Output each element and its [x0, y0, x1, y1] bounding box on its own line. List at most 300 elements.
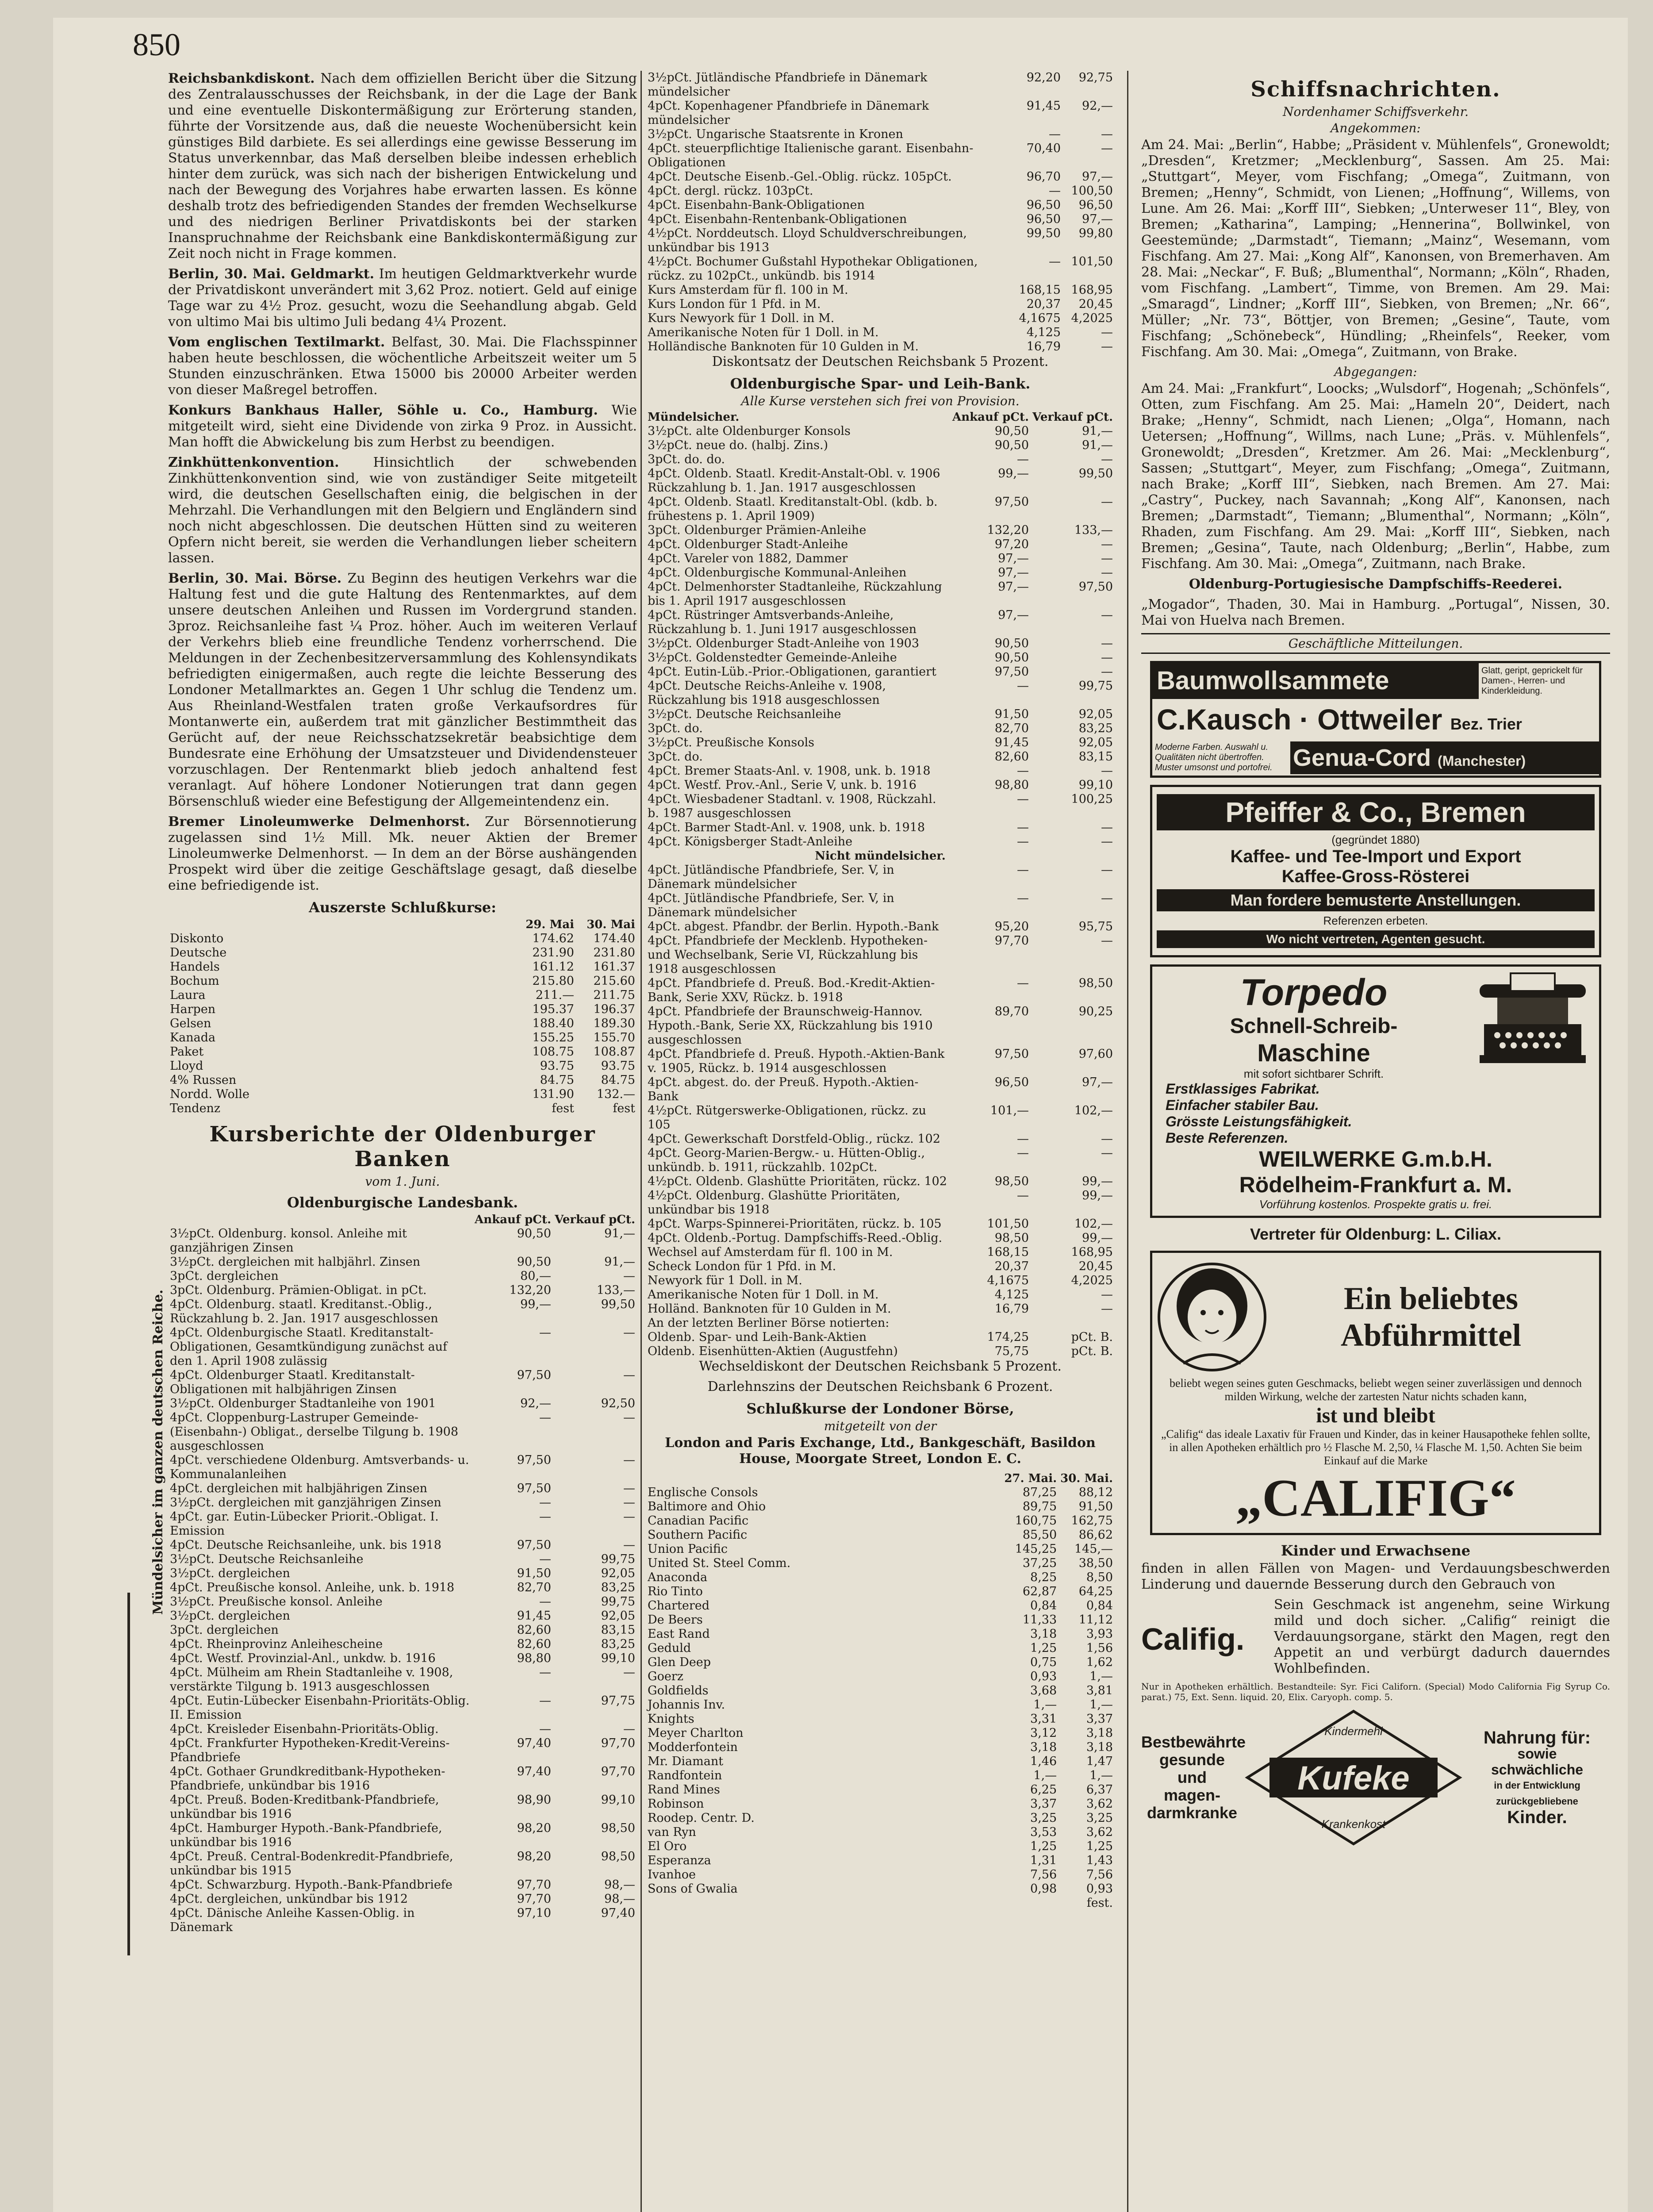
row-value: 97,50 — [517, 1453, 552, 1467]
ad-pfeiffer-line5: Wo nicht vertreten, Agenten gesucht. — [1157, 930, 1595, 948]
row-value: 99,— — [1082, 1175, 1113, 1188]
row-label — [646, 1896, 1002, 1910]
table-row — [168, 1087, 637, 1102]
section-head: Mündelsicher. — [648, 411, 740, 424]
paragraph-head: Zinkhüttenkonvention. — [168, 455, 339, 470]
row-value: 98,— — [604, 1878, 635, 1892]
table-row — [168, 1878, 637, 1892]
row-value: 20,45 — [1078, 1260, 1113, 1273]
row-label: 3½pCt. Deutsche Reichsanleihe — [170, 1552, 364, 1566]
abgegangen-text: Am 24. Mai: „Frankfurt“, Loocks; „Wulsdorf“, Hogenah; „Schönfels“, Otten, zum Fischfang. Am 25. Mai: „Hameln 20“, Deidert, nach Brake; „Henny“, Schmidt, nach Lienen; „Olga“, Homann, nach Uetersen; „Hoffnung“, Willms, nach Lune; „Präs. v. Mühlenfels“, Gronewoldt; „Dresden“, Kretzmer. Am 26. Mai: „Mecklenburg“, Sassen; „Stuttgart“, Meyer, zum Fischfang; „Omega“, Zuitmann, nach Brake; „Korff III“, Siebken, nach Bremen. Am 27. Mai: „Castry“, Puckey, nach Savannah; „Kong Alf“, Kanonsen, nach Bremen; „Darmstadt“, Tiemann; „Blumenthal“, Normann; „Köln“, Rhaden, zum Fischfang. Am 29. Mai: „Korff III“, Siebken, nach Bremen; „Gesina“, Taute, nach Oldenburg; „Berlin“, Habbe, zum Fischfang. Am 30. Mai: „Omega“, Zuitmann, nach Brake. — [1141, 381, 1610, 572]
row-value: 90,50 — [994, 438, 1029, 452]
row-label: Rand Mines — [648, 1783, 720, 1797]
table-row — [646, 1330, 1115, 1344]
row-value: — — [1101, 821, 1113, 834]
row-value: 4,1675 — [987, 1274, 1029, 1287]
row-value: 97,— — [998, 566, 1029, 580]
row-value: 132,20 — [509, 1283, 552, 1297]
table-row — [646, 1542, 1115, 1556]
kufeke-brand: Kufeke — [1297, 1759, 1410, 1797]
row-label: 4pCt. Preußische konsol. Anleihe, unk. b. 1918 — [170, 1581, 455, 1594]
row-value: 83,15 — [1078, 750, 1113, 764]
row-value: 3,12 — [1030, 1726, 1057, 1740]
table-row — [646, 255, 1115, 283]
row-value: 92,— — [1082, 99, 1113, 113]
califig-kinder-head: Kinder und Erwachsene — [1281, 1542, 1471, 1559]
table-row — [168, 1666, 637, 1694]
table-row — [646, 71, 1115, 99]
table-row — [168, 1031, 637, 1045]
table-row — [646, 1075, 1115, 1104]
row-value: 83,25 — [1078, 722, 1113, 735]
row-label: 4pCt. Jütländische Pfandbriefe, Ser. V, in Dänemark mündelsicher — [648, 891, 894, 919]
row-label: 3pCt. do. do. — [648, 453, 725, 466]
row-label: Mr. Diamant — [648, 1755, 724, 1768]
row-label: 4pCt. Eutin-Lüb.-Prior.-Obligationen, garantiert — [648, 665, 936, 679]
row-value: 6,25 — [1030, 1783, 1057, 1797]
column-rule — [640, 71, 642, 2212]
row-value: 20,37 — [994, 1260, 1029, 1273]
row-value: 1,25 — [1086, 1839, 1113, 1853]
column-rule — [1127, 71, 1128, 2212]
row-label: 4pCt. Oldenb. Staatl. Kredit-Anstalt-Obl. v. 1906 Rückzahlung b. 1. Jan. 1917 ausgeschlossen — [648, 467, 940, 495]
table-row — [646, 1274, 1115, 1288]
row-value: — — [539, 1496, 552, 1509]
table-row — [168, 1283, 637, 1298]
table-row — [646, 438, 1115, 453]
row-value: 3,18 — [1086, 1740, 1113, 1754]
ad-califig-mid: ist und bleibt — [1316, 1404, 1435, 1427]
row-label: 3½pCt. Preußische konsol. Anleihe — [170, 1595, 383, 1609]
row-value: — — [1017, 835, 1029, 849]
row-value: 91,— — [1082, 438, 1113, 452]
table-row — [646, 1556, 1115, 1571]
row-value: 97,10 — [517, 1906, 552, 1920]
table-row — [168, 1595, 637, 1609]
row-value: — — [1101, 1146, 1113, 1160]
row-label: 4pCt. Bremer Staats-Anl. v. 1908, unk. b. 1918 — [648, 764, 931, 778]
row-value: pCt. B. — [1071, 1344, 1113, 1358]
row-value: — — [1101, 566, 1113, 580]
row-value: — — [1017, 679, 1029, 693]
ad-torpedo-maker: WEILWERKE G.m.b.H. — [1259, 1147, 1492, 1171]
row-value: 83,15 — [601, 1623, 635, 1637]
row-value: 100,50 — [1071, 184, 1113, 198]
ad-pfeiffer-name: Pfeiffer & Co., Bremen — [1157, 794, 1595, 830]
table-row — [646, 1231, 1115, 1245]
ad-torpedo-points — [1157, 1081, 1595, 1146]
row-value: — — [623, 1510, 635, 1524]
table-row — [646, 1316, 1115, 1330]
row-value: 98,50 — [1078, 976, 1113, 990]
london-title: Schlußkurse der Londoner Börse, — [746, 1400, 1014, 1417]
row-value: — — [623, 1538, 635, 1552]
row-value: 99,10 — [1078, 778, 1113, 792]
row-value: — — [1049, 127, 1061, 141]
row-label: 4pCt. Rüstringer Amtsverbands-Anleihe, Rückzahlung b. 1. Juni 1917 ausgeschlossen — [648, 608, 917, 636]
table-row — [646, 1670, 1115, 1684]
row-value: 195.37 — [532, 1002, 574, 1016]
table-row — [168, 1411, 637, 1453]
row-label: Lloyd — [170, 1059, 203, 1073]
paragraph-text: Im heutigen Geldmarktverkehr wurde der Privatdiskont unverändert mit 3,62 Proz. notiert. Geld auf einige Tage war zu 4½ Proz. gesucht, wozu die Seehandlung abgab. Geld von ultimo Mai bis ultimo Juli bedang 4¼ Prozent. — [168, 266, 637, 330]
table-row — [168, 1368, 637, 1397]
row-value: 231.80 — [593, 946, 635, 960]
califig-foot: Nur in Apotheken erhältlich. Bestandteile: Syr. Fici Californ. (Special) Modo California Fig Syrup Co. parat.) 75, Ext. Senn. liquid. 20, Elix. Caryoph. comp. 5. — [1141, 1681, 1610, 1702]
row-value: 75,75 — [994, 1344, 1029, 1358]
geschaeft-head: Geschäftliche Mitteilungen. — [1141, 633, 1610, 654]
row-value: 133,— — [1074, 523, 1113, 537]
ad-torpedo-brand: Torpedo — [1240, 972, 1388, 1013]
row-value: 62,87 — [1022, 1585, 1057, 1598]
row-value: — — [1101, 651, 1113, 664]
table-row — [168, 1722, 637, 1736]
row-label: Kurs Newyork für 1 Doll. in M. — [648, 311, 835, 325]
table-row — [168, 1496, 637, 1510]
row-value: 99,50 — [1078, 467, 1113, 480]
row-value: 92,20 — [1026, 71, 1061, 84]
table-row — [646, 1882, 1115, 1896]
row-value: — — [539, 1326, 552, 1340]
row-value: 3,37 — [1086, 1712, 1113, 1726]
row-value: 1,— — [1033, 1769, 1057, 1782]
row-value: 89,70 — [994, 1005, 1029, 1018]
row-value: — — [539, 1411, 552, 1425]
row-value: 20,37 — [1026, 297, 1061, 311]
paragraph-head: Berlin, 30. Mai. Geldmarkt. — [168, 266, 375, 282]
row-label: 4pCt. Kopenhagener Pfandbriefe in Dänemark mündelsicher — [648, 99, 929, 127]
kufeke-bottom: Krankenkost — [1321, 1817, 1386, 1831]
row-value: 1,31 — [1030, 1854, 1057, 1867]
ad-torpedo — [1150, 964, 1601, 1218]
row-label: Esperanza — [648, 1854, 711, 1867]
row-label: Laura — [170, 988, 206, 1002]
row-label: 3½pCt. neue do. (halbj. Zins.) — [648, 438, 828, 452]
table-row — [168, 1552, 637, 1567]
row-value: — — [623, 1482, 635, 1495]
row-value: 92,75 — [1078, 71, 1113, 84]
typewriter-icon — [1471, 971, 1595, 1068]
row-label: 4½pCt. Oldenb. Glashütte Prioritäten, rückz. 102 — [648, 1175, 947, 1188]
kufeke-left4: magen- — [1163, 1786, 1221, 1804]
row-value: — — [1017, 976, 1029, 990]
row-value: 133,— — [596, 1283, 635, 1297]
row-label: 3pCt. do. — [648, 722, 703, 735]
row-label: 4pCt. Jütländische Pfandbriefe, Ser. V, in Dänemark mündelsicher — [648, 863, 894, 891]
table-row — [168, 1609, 637, 1623]
row-label: 4pCt. Oldenburgische Staatl. Kreditanstalt-Obligationen, Gesamtkündigung zunächst auf den 1. April 1908 zulässig — [170, 1326, 448, 1368]
table-row — [168, 960, 637, 974]
row-value: 3,53 — [1030, 1825, 1057, 1839]
row-label: 4pCt. dergleichen, unkündbar bis 1912 — [170, 1892, 408, 1906]
row-value: 211.75 — [593, 988, 635, 1002]
table-row — [168, 932, 637, 946]
row-value: 99,10 — [601, 1793, 635, 1807]
ad-kausch-brand-text: C.Kausch · Ottweiler — [1157, 703, 1442, 736]
row-value: 132,20 — [987, 523, 1029, 537]
row-value: 84.75 — [540, 1073, 574, 1087]
row-label: Oldenb. Spar- und Leih-Bank-Aktien — [648, 1330, 867, 1344]
row-value: 99,75 — [601, 1595, 635, 1609]
row-value: 4,125 — [994, 1288, 1029, 1302]
row-label: 4% Russen — [170, 1073, 237, 1087]
row-label: Englische Consols — [648, 1486, 758, 1499]
row-value: 86,62 — [1078, 1528, 1113, 1542]
row-value: 90,50 — [994, 637, 1029, 650]
row-value: 97,50 — [994, 1047, 1029, 1061]
ad-pfeiffer-since: (gegründet 1880) — [1331, 833, 1420, 846]
row-value: 189.30 — [593, 1017, 635, 1030]
row-value: 4,125 — [1026, 326, 1061, 339]
row-value: 97,40 — [517, 1736, 552, 1750]
row-value: 101,— — [990, 1104, 1029, 1118]
row-value: 98,80 — [517, 1651, 552, 1665]
row-value: 91,45 — [517, 1609, 552, 1623]
row-value: 3,62 — [1086, 1825, 1113, 1839]
row-label: Scheck London für 1 Pfd. in M. — [648, 1260, 836, 1273]
row-value: — — [623, 1411, 635, 1425]
col-head: 30. Mai — [587, 918, 635, 931]
ad-kausch-top — [1152, 663, 1599, 699]
table-row — [646, 637, 1115, 651]
kufeke-left3: und — [1177, 1768, 1207, 1786]
table-row — [646, 1132, 1115, 1146]
paragraph-text: Nach dem offiziellen Bericht über die Sitzung des Zentralausschusses der Reichsbank, in der die Lage der Bank und eine eventuelle Diskontermäßigung zur Erörterung standen, führte der Vorsitzende aus, daß die neueste Wochenübersicht kein günstiges Bild darbiete. Es sei allerdings eine gewisse Besserung im Status unverkennbar, das Maß derselben bleibe indessen erheblich hinter dem zurück, was sich nach der bisherigen Entwickelung und nach der Bewegung des Vorjahres habe erwarten lassen. Es könne deshalb trotz des befriedigenden Standes der fremden Wechselkurse und des niedrigen Berliner Privatdiskonts bei der starken Inanspruchnahme der Reichsbank eine Bankdiskontermäßigung zur Zeit noch nicht in Frage kommen. — [168, 71, 637, 261]
row-value: 91,45 — [1026, 99, 1061, 113]
row-label: Oldenb. Eisenhütten-Aktien (Augustfehn) — [648, 1344, 898, 1358]
row-label: Tendenz — [170, 1102, 221, 1115]
row-label: 3½pCt. dergleichen — [170, 1567, 290, 1580]
row-label: Holländische Banknoten für 10 Gulden in M. — [648, 340, 919, 353]
row-value: 0,93 — [1086, 1882, 1113, 1896]
row-label: 4pCt. Königsberger Stadt-Anleihe — [648, 835, 853, 849]
row-value: 102,— — [1074, 1104, 1113, 1118]
row-value: — — [1101, 637, 1113, 650]
column-left — [168, 71, 637, 2212]
row-label: East Rand — [648, 1627, 710, 1641]
row-value: — — [539, 1666, 552, 1679]
table-row — [646, 792, 1115, 821]
row-value: 231.90 — [532, 946, 574, 960]
row-value: 1,— — [1033, 1698, 1057, 1712]
row-value: 96,50 — [1078, 198, 1113, 212]
row-value: 1,25 — [1030, 1839, 1057, 1853]
row-label: Nordd. Wolle — [170, 1087, 249, 1101]
table-row — [646, 1146, 1115, 1175]
kufeke-top: Kindermehl — [1324, 1724, 1383, 1738]
row-value: 11,33 — [1022, 1613, 1057, 1627]
row-label: 4pCt. Pfandbriefe d. Preuß. Bod.-Kredit-Aktien-Bank, Serie XXV, Rückz. b. 1918 — [648, 976, 935, 1004]
row-value: 83,25 — [601, 1581, 635, 1594]
row-value: — — [1017, 1146, 1029, 1160]
ad-califig-head2: Abführmittel — [1341, 1317, 1521, 1353]
row-label: 4pCt. abgest. Pfandbr. der Berlin. Hypoth.-Bank — [648, 920, 939, 933]
table-row — [646, 1755, 1115, 1769]
paragraph-text: Zu Beginn des heutigen Verkehrs war die Haltung fest und die gute Haltung des Rentenmarktes, auf dem unsere deutschen Anleihen und Russen im Vordergrund standen. 3proz. Reichsanleihe fast ¼ Proz. höher. Auch im weiteren Verlauf der Verkehrs blieb eine freundliche Tendenz vorherrschend. Die Meldungen in der Zechenbesitzerversammlung des Kohlensyndikats befriedigten einigermaßen, auch regte die leichte Besserung des Londoner Metallmarktes an. Gegen 1 Uhr schlug die Tendenz um. Aus Rheinland-Westfalen traten große Verkaufsordres für Montanwerte ein, außerdem trat mit gänzlicher Bestimmtheit das Gerücht auf, der neue Reichsschatzsekretär beabsichtige dem Bundesrate eine Erhöhung der Umsatzsteuer und Dividendensteuer vorzuschlagen. Der Rentenmarkt blieb jedoch anhaltend fest veranlagt. Auf höhere Londoner Notierungen trat dann gegen Börsenschluß wieder eine Befestigung der Allgemeintendenz ein. — [168, 571, 637, 809]
row-label: 4pCt. Kreisleder Eisenbahn-Prioritäts-Oblig. — [170, 1722, 439, 1736]
row-value: 98,50 — [994, 1175, 1029, 1188]
table-row — [646, 1585, 1115, 1599]
news-paragraph — [168, 455, 637, 566]
row-label: Kanada — [170, 1031, 216, 1045]
row-value: 215.80 — [532, 974, 574, 988]
row-value: 100,25 — [1071, 792, 1113, 806]
row-label: Gelsen — [170, 1017, 211, 1030]
table-row — [646, 453, 1115, 467]
row-label: Meyer Charlton — [648, 1726, 744, 1740]
table-row — [646, 1260, 1115, 1274]
table-row — [646, 1528, 1115, 1542]
ad-kausch-line1: Baumwollsammete — [1157, 666, 1389, 695]
row-value: — — [1101, 326, 1113, 339]
ad-torpedo-line3: mit sofort sichtbarer Schrift. — [1243, 1067, 1384, 1080]
row-value: 82,70 — [994, 722, 1029, 735]
row-label: Roodep. Centr. D. — [648, 1811, 755, 1825]
row-value: 97,60 — [1078, 1047, 1113, 1061]
column-middle — [646, 71, 1115, 2212]
table-row — [168, 1567, 637, 1581]
row-label: 4pCt. Mülheim am Rhein Stadtanleihe v. 1908, verstärkte Tilgung b. 1913 ausgeschlossen — [170, 1666, 453, 1694]
schluss-table — [168, 918, 637, 1116]
row-label: Sons of Gwalia — [648, 1882, 738, 1896]
row-value: 97,— — [998, 608, 1029, 622]
row-value: 98,80 — [994, 778, 1029, 792]
row-value: 82,60 — [517, 1637, 552, 1651]
row-label: 4pCt. Barmer Stadt-Anl. v. 1908, unk. b. 1918 — [648, 821, 925, 834]
row-value: 99,— — [520, 1298, 552, 1311]
table-row — [646, 1839, 1115, 1854]
ad-kausch-line2: Genua-Cord — [1293, 744, 1431, 771]
row-value: 196.37 — [593, 1002, 635, 1016]
row-value: 92,05 — [601, 1609, 635, 1623]
row-value: 82,70 — [517, 1581, 552, 1594]
row-value: — — [1049, 184, 1061, 198]
row-value: — — [1101, 835, 1113, 849]
kurs-table — [168, 1213, 637, 1935]
row-label: Wechsel auf Amsterdam für fl. 100 in M. — [648, 1245, 893, 1259]
paragraph-head: Reichsbankdiskont. — [168, 71, 315, 86]
row-value: 1,62 — [1086, 1655, 1113, 1669]
ad-pfeiffer-line1: Kaffee- und Tee-Import und Export — [1230, 847, 1521, 866]
row-value: — — [539, 1552, 552, 1566]
row-value: 155.25 — [532, 1031, 574, 1045]
side-note: Mündelsicher im ganzen deutschen Reiche. — [150, 1289, 166, 1615]
row-label: El Oro — [648, 1839, 687, 1853]
row-label: Kurs London für 1 Pfd. in M. — [648, 297, 821, 311]
table-row — [646, 523, 1115, 538]
table-row — [646, 679, 1115, 707]
row-value: — — [539, 1510, 552, 1524]
table-row — [168, 1017, 637, 1031]
table-row — [646, 227, 1115, 255]
table-row — [168, 1694, 637, 1722]
row-value: 98,— — [604, 1892, 635, 1906]
ad-pfeiffer — [1150, 785, 1601, 957]
row-value: fest — [613, 1102, 635, 1115]
schiffs-sub: Nordenhamer Schiffsverkehr. — [1282, 104, 1469, 119]
table-row — [646, 99, 1115, 127]
row-value: — — [1101, 863, 1113, 877]
row-value: 91,45 — [994, 736, 1029, 749]
table-row — [646, 1104, 1115, 1132]
row-value: 99,— — [1082, 1231, 1113, 1245]
table-row — [646, 424, 1115, 438]
table-row — [646, 1726, 1115, 1740]
row-value: 101,50 — [987, 1217, 1029, 1231]
row-label: 4pCt. dergleichen mit halbjährigen Zinsen — [170, 1482, 428, 1495]
portug-text: „Mogador“, Thaden, 30. Mai in Hamburg. „Portugal“, Nissen, 30. Mai von Huelva nach Bremen. — [1141, 597, 1610, 628]
row-value: 102,— — [1074, 1217, 1113, 1231]
row-label: 3½pCt. Oldenburger Stadtanleihe von 1901 — [170, 1397, 436, 1410]
row-value: — — [1017, 821, 1029, 834]
ad-pfeiffer-line2: Kaffee-Gross-Rösterei — [1281, 867, 1470, 886]
table-row — [646, 212, 1115, 227]
row-label: Southern Pacific — [648, 1528, 748, 1542]
page-number: 850 — [133, 27, 180, 62]
paragraph-text: Hinsichtlich der schwebenden Zinkhüttenkonvention sind, wie von zuständiger Seite mitgeteilt wird, die deutschen Gesellschaften einig, die belgischen in der Mehrzahl. Die Verhandlungen mit den Belgiern und Engländern sind noch nicht abgeschlossen. Die deutschen Hütten sind zu weiteren Opfern nicht bereit, sie werden die Verhandlungen lieber scheitern lassen. — [168, 455, 637, 566]
row-label: Rio Tinto — [648, 1585, 703, 1598]
table-row — [646, 707, 1115, 722]
kufeke-logo — [1243, 1707, 1464, 1848]
table-row — [168, 1397, 637, 1411]
row-label: Amerikanische Noten für 1 Doll. in M. — [648, 1288, 879, 1302]
row-value: 91,— — [604, 1227, 635, 1240]
row-value: 97,50 — [994, 495, 1029, 509]
row-value: — — [1049, 255, 1061, 269]
row-value: — — [1017, 1132, 1029, 1146]
table-row — [646, 821, 1115, 835]
row-label: An der letzten Berliner Börse notierten: — [648, 1316, 890, 1330]
row-value: 92,50 — [601, 1397, 635, 1410]
row-label: 4pCt. Pfandbriefe der Braunschweig-Hannov. Hypoth.-Bank, Serie XX, Rückzahlung bis 1910 ausgeschlossen — [648, 1005, 933, 1047]
row-value: — — [623, 1269, 635, 1283]
row-label: 3pCt. Oldenburg. Prämien-Obligat. in pCt. — [170, 1283, 427, 1297]
row-value: 161.37 — [593, 960, 635, 974]
row-label: Glen Deep — [648, 1655, 711, 1669]
row-value: 93.75 — [540, 1059, 574, 1073]
table-row — [646, 198, 1115, 212]
row-label: 3½pCt. dergleichen — [170, 1609, 290, 1623]
row-value: 1,43 — [1086, 1854, 1113, 1867]
table-row — [168, 1538, 637, 1552]
row-value: 145,25 — [1015, 1542, 1057, 1556]
row-label: 4pCt. Preuß. Boden-Kreditbank-Pfandbriefe, unkündbar bis 1916 — [170, 1793, 439, 1821]
row-value: 97,50 — [994, 665, 1029, 679]
row-value: 98,90 — [517, 1793, 552, 1807]
row-value: — — [539, 1595, 552, 1609]
califig-kinder-text1: finden in allen Fällen von Magen- und Verdauungsbeschwerden Linderung und dauernde Besserung durch den Gebrauch von — [1141, 1561, 1610, 1592]
row-label: Knights — [648, 1712, 694, 1726]
side-bracket — [127, 1593, 130, 1955]
row-value: 97,50 — [517, 1482, 552, 1495]
table-row — [646, 1613, 1115, 1627]
row-value: 82,60 — [994, 750, 1029, 764]
news-paragraph — [168, 571, 637, 810]
table-row — [646, 1627, 1115, 1641]
col-head: Ankauf pCt. — [952, 411, 1029, 424]
row-value: 97,— — [1082, 212, 1113, 226]
row-value: — — [623, 1496, 635, 1509]
table-row — [646, 736, 1115, 750]
row-value: — — [539, 1722, 552, 1736]
row-value: 99,75 — [1078, 679, 1113, 693]
row-value: 95,75 — [1078, 920, 1113, 933]
table-row — [646, 1302, 1115, 1316]
news-paragraphs — [168, 71, 637, 894]
row-value: 38,50 — [1078, 1556, 1113, 1570]
row-label: 4pCt. Preuß. Central-Bodenkredit-Pfandbriefe, unkündbar bis 1915 — [170, 1850, 453, 1878]
row-label: Anaconda — [648, 1571, 708, 1584]
